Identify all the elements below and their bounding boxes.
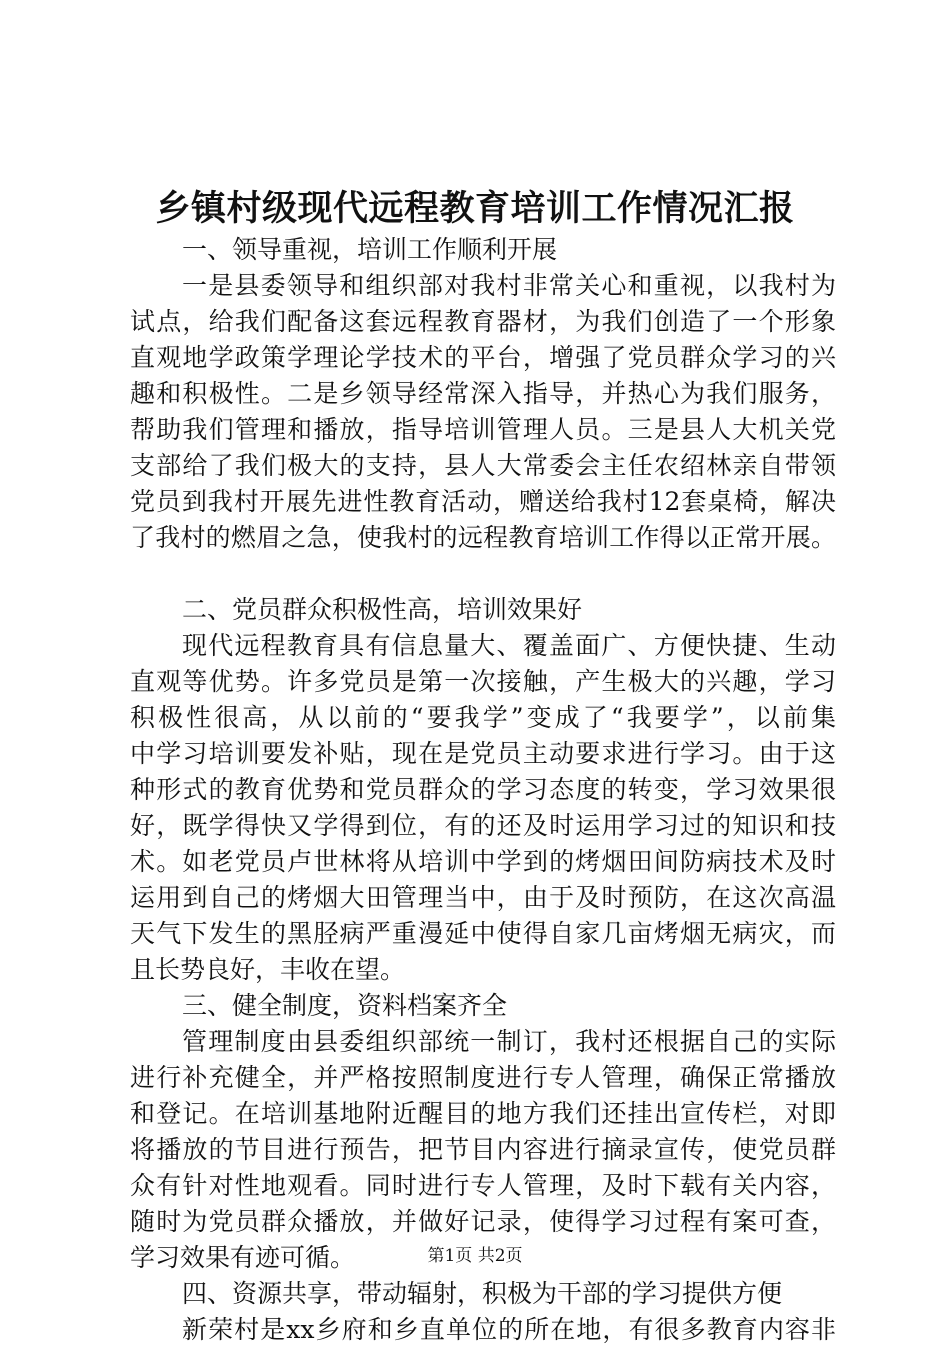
paragraph-spacer (130, 556, 836, 592)
paragraph-line: 且长势良好，丰收在望。 (130, 955, 406, 984)
section-heading-3: 三、健全制度，资料档案齐全 (182, 991, 508, 1020)
paragraph-line: 众有针对性地观看。同时进行专人管理，及时下载有关内容， (130, 1171, 836, 1200)
paragraph-line: 新荣村是xx乡府和乡直单位的所在地，有很多教育内容非 (182, 1315, 836, 1344)
section-heading-4: 四、资源共享，带动辐射，积极为干部的学习提供方便 (182, 1279, 783, 1308)
paragraph-line: 运用到自己的烤烟大田管理当中，由于及时预防，在这次高温 (130, 883, 836, 912)
paragraph-line: 直观地学政策学理论学技术的平台，增强了党员群众学习的兴 (130, 343, 836, 372)
paragraph-line: 党员到我村开展先进性教育活动，赠送给我村12套桌椅，解决 (130, 487, 836, 516)
paragraph-line: 趣和积极性。二是乡领导经常深入指导，并热心为我们服务， (130, 379, 836, 408)
paragraph-line: 积极性很高，从以前的“要我学”变成了“我要学”，以前集 (130, 703, 836, 732)
section-heading-2: 二、党员群众积极性高，培训效果好 (182, 595, 583, 624)
paragraph-line: 帮助我们管理和播放，指导培训管理人员。三是县人大机关党 (130, 415, 836, 444)
paragraph-line: 中学习培训要发补贴，现在是党员主动要求进行学习。由于这 (130, 739, 836, 768)
paragraph-line: 管理制度由县委组织部统一制订，我村还根据自己的实际 (182, 1027, 836, 1056)
document-title: 乡镇村级现代远程教育培训工作情况汇报 (155, 188, 795, 229)
paragraph-line: 支部给了我们极大的支持，县人大常委会主任农绍林亲自带领 (130, 451, 836, 480)
paragraph-line: 好，既学得快又学得到位，有的还及时运用学习过的知识和技 (130, 811, 836, 840)
paragraph-line: 种形式的教育优势和党员群众的学习态度的转变，学习效果很 (130, 775, 836, 804)
paragraph-line: 和登记。在培训基地附近醒目的地方我们还挂出宣传栏，对即 (130, 1099, 836, 1128)
paragraph-line: 随时为党员群众播放，并做好记录，使得学习过程有案可查， (130, 1207, 836, 1236)
paragraph-line: 学习效果有迹可循。 (130, 1243, 356, 1272)
paragraph-line: 试点，给我们配备这套远程教育器材，为我们创造了一个形象 (130, 307, 836, 336)
paragraph-line: 术。如老党员卢世林将从培训中学到的烤烟田间防病技术及时 (130, 847, 836, 876)
paragraph-line: 直观等优势。许多党员是第一次接触，产生极大的兴趣，学习 (130, 667, 836, 696)
paragraph-line: 现代远程教育具有信息量大、覆盖面广、方便快捷、生动 (182, 631, 836, 660)
paragraph-line: 天气下发生的黑胫病严重漫延中使得自家几亩烤烟无病灾，而 (130, 919, 836, 948)
document-body (130, 232, 836, 1348)
page-footer: 第1页 共2页 (427, 1246, 523, 1266)
section-heading-1: 一、领导重视，培训工作顺利开展 (182, 235, 558, 264)
paragraph-line: 了我村的燃眉之急，使我村的远程教育培训工作得以正常开展。 (130, 523, 836, 552)
paragraph-line: 进行补充健全，并严格按照制度进行专人管理，确保正常播放 (130, 1063, 836, 1092)
paragraph-line: 一是县委领导和组织部对我村非常关心和重视，以我村为 (182, 271, 836, 300)
paragraph-line: 将播放的节目进行预告，把节目内容进行摘录宣传，使党员群 (130, 1135, 836, 1164)
